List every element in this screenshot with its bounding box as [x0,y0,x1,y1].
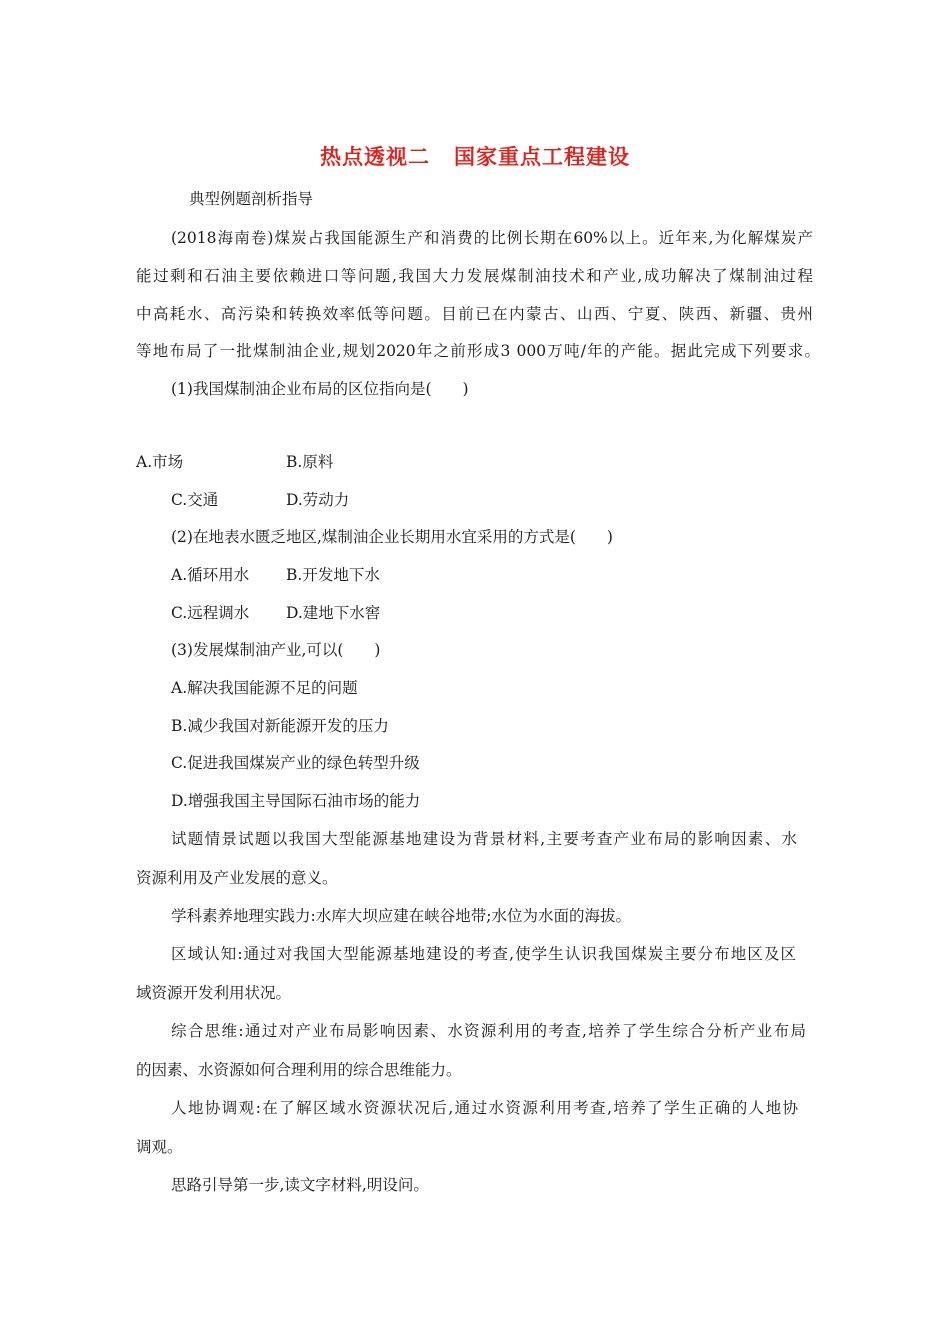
page-title [0,141,950,171]
question-3-stem: (3)发展煤制油产业,可以( ) [171,641,381,659]
passage-line-3: 中高耗水、高污染和转换效率低等问题。目前已在内蒙古、山西、宁夏、陕西、新疆、贵州 [136,305,813,323]
subject-literacy: 学科素养地理实践力:水库大坝应建在峡谷地带;水位为水面的海拔。 [171,907,631,925]
question-3-option-d: D.增强我国主导国际石油市场的能力 [171,792,421,810]
thinking-guidance: 思路引导第一步,读文字材料,明设问。 [171,1176,429,1194]
question-2-stem: (2)在地表水匮乏地区,煤制油企业长期用水宜采用的方式是( ) [171,528,613,546]
question-1-option-d: D.劳动力 [286,491,350,509]
passage-line-2: 能过剩和石油主要依赖进口等问题,我国大力发展煤制油技术和产业,成功解决了煤制油过程 [136,267,813,285]
question-1-stem: (1)我国煤制油企业布局的区位指向是( ) [171,380,469,398]
human-earth-harmony-line-1: 人地协调观:在了解区域水资源状况后,通过水资源利用考查,培养了学生正确的人地协 [171,1099,798,1117]
scenario-line-2: 资源利用及产业发展的意义。 [136,869,338,887]
integrated-thinking-line-2: 的因素、水资源如何合理利用的综合思维能力。 [136,1061,462,1079]
title-part-1: 热点透视二 [320,145,430,169]
question-1-option-a: A.市场 [136,453,184,471]
question-2-option-b: B.开发地下水 [286,566,380,584]
question-3-option-c: C.促进我国煤炭产业的绿色转型升级 [171,754,420,772]
regional-cognition-line-2: 域资源开发利用状况。 [136,984,292,1002]
question-2-option-a: A.循环用水 [171,566,250,584]
passage-line-4: 等地布局了一批煤制油企业,规划2020年之前形成3 000万吨/年的产能。据此完成下列要求。 [136,342,820,360]
scenario-line-1: 试题情景试题以我国大型能源基地建设为背景材料,主要考查产业布局的影响因素、水 [171,830,797,848]
integrated-thinking-line-1: 综合思维:通过对产业布局影响因素、水资源利用的考查,培养了学生综合分析产业布局 [171,1022,806,1040]
question-2-option-d: D.建地下水窖 [286,604,381,622]
regional-cognition-line-1: 区域认知:通过对我国大型能源基地建设的考查,使学生认识我国煤炭主要分布地区及区 [171,945,796,963]
section-heading: 典型例题剖析指导 [189,190,314,208]
question-1-option-b: B.原料 [286,453,334,471]
title-part-2: 国家重点工程建设 [454,145,630,169]
question-3-option-a: A.解决我国能源不足的问题 [171,679,358,697]
question-3-option-b: B.减少我国对新能源开发的压力 [171,717,389,735]
question-2-option-c: C.远程调水 [171,604,250,622]
passage-line-1: (2018海南卷)煤炭占我国能源生产和消费的比例长期在60%以上。近年来,为化解煤炭产 [171,229,813,247]
question-1-option-c: C.交通 [171,491,219,509]
human-earth-harmony-line-2: 调观。 [136,1138,183,1156]
